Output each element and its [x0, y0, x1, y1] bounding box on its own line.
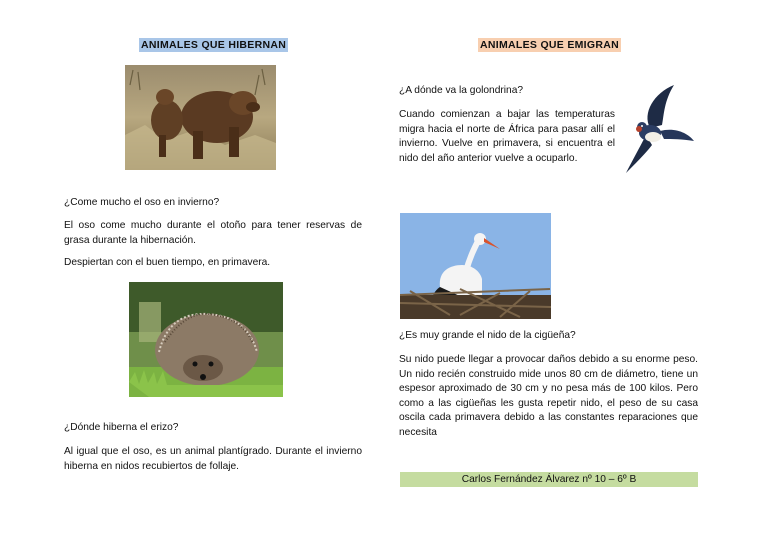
question-ciguena: ¿Es muy grande el nido de la cigüeña? [399, 330, 576, 341]
paragraph-erizo: Al igual que el oso, es un animal plantígrado. Durante el invierno hiberna en nidos recubiertos de follaje. [64, 446, 362, 472]
swallow-photo [620, 83, 696, 175]
paragraph-golondrina: Cuando comienzan a bajar las temperaturas migra hacia el norte de África para pasar allí el invierno. Vuelve en primavera, si encuentra el nido del año anterior vuelve a ocuparlo. [399, 109, 615, 164]
question-oso: ¿Come mucho el oso en invierno? [64, 197, 220, 208]
hedgehog-photo [129, 282, 283, 397]
heading-emigran: ANIMALES QUE EMIGRAN [480, 39, 620, 51]
author-footer: Carlos Fernández Álvarez nº 10 – 6º B [400, 472, 698, 487]
stork-photo [400, 213, 551, 319]
paragraph-oso: El oso come mucho durante el otoño para tener reservas de grasa durante la hibernación. [64, 220, 362, 246]
paragraph-despiertan: Despiertan con el buen tiempo, en primavera. [64, 257, 271, 268]
bear-photo [125, 65, 276, 170]
paragraph-ciguena: Su nido puede llegar a provocar daños debido a su enorme peso. Un nido recién construido mide unos 80 cm de diámetro, tiene un espesor aproximado de 30 cm y no pesa más de 100 kilos. Pero como a las cigüeñas les gusta repetir nido, el peso de su casa oscila cada primavera debido a las constantes reparaciones que necesita [399, 354, 698, 438]
question-erizo: ¿Dónde hiberna el erizo? [64, 422, 179, 433]
heading-hibernan: ANIMALES QUE HIBERNAN [141, 39, 287, 51]
question-golondrina: ¿A dónde va la golondrina? [399, 85, 524, 96]
